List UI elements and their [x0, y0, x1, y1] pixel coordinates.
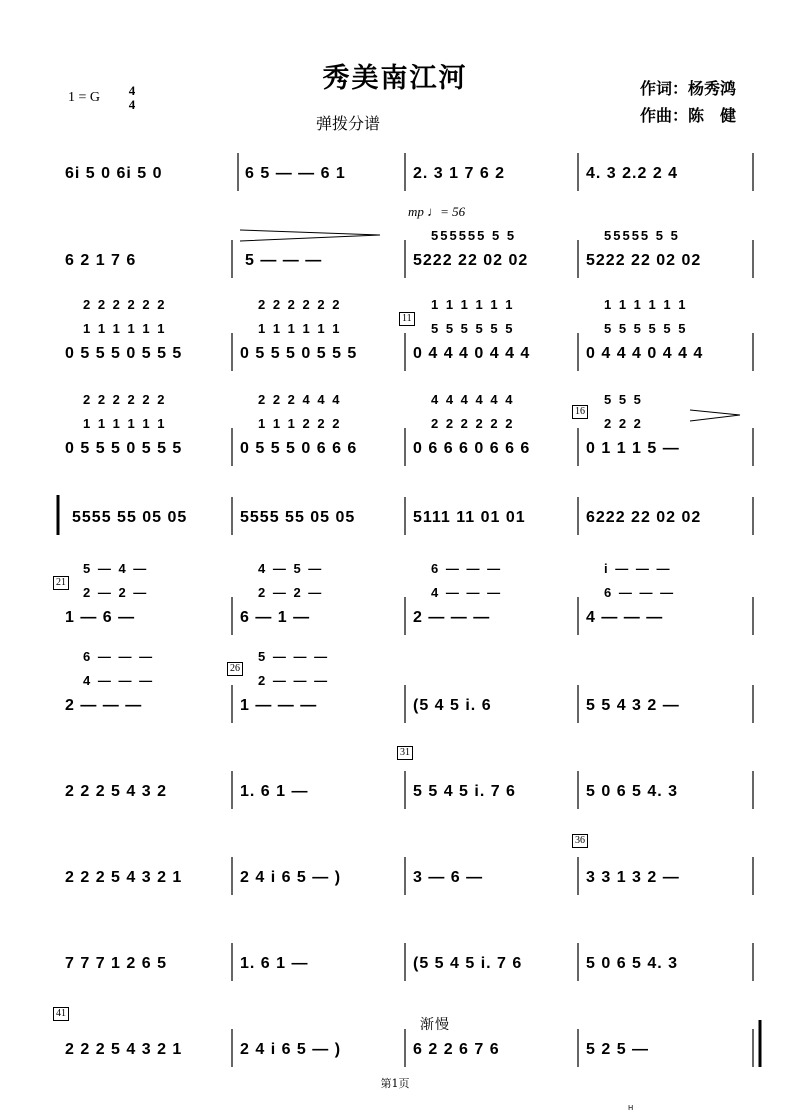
rehearsal-mark-16: 16 — [572, 405, 588, 419]
chord-tone-line: 2 — 2 — — [258, 585, 324, 600]
measure: 2 2 2 5 4 3 2 1 — [65, 1041, 183, 1058]
chord-tone-line: 4 — — — — [83, 673, 155, 688]
chord-tone-line: 555555 5 5 — [431, 228, 517, 243]
rehearsal-mark-36: 36 — [572, 834, 588, 848]
measure: 0 5 5 5 0 6 6 6 — [240, 440, 358, 457]
measure: 0 5 5 5 0 5 5 5 — [65, 345, 183, 362]
measure: 5 0 6 5 4. 3 — [586, 783, 679, 800]
measure: 5 5 4 5 i. 7 6 — [413, 783, 516, 800]
chord-tone-line: 5 — 4 — — [83, 561, 149, 576]
measure: 2 4 i 6 5 — ) — [240, 1041, 342, 1058]
measure: 5222 22 02 02 — [413, 252, 529, 269]
lyricist-credit: 作词：杨秀鸿 — [640, 79, 737, 98]
chord-tone-line: 4 — — — — [431, 585, 503, 600]
chord-tone-line: 4 4 4 4 4 4 — [431, 392, 515, 407]
chord-tone-line: 1 1 1 1 1 1 — [83, 321, 167, 336]
measure: 0 1 1 1 5 — — [586, 440, 680, 457]
measure: 5222 22 02 02 — [586, 252, 702, 269]
chord-tone-line: 2 2 2 2 2 2 — [431, 416, 515, 431]
rehearsal-mark-41: 41 — [53, 1007, 69, 1021]
measure: 6222 22 02 02 — [586, 509, 702, 526]
chord-tone-line: 4 — 5 — — [258, 561, 324, 576]
hairpin-dynamic — [240, 230, 380, 241]
measure: 3 3 1 3 2 — — [586, 869, 680, 886]
measure: 5555 55 05 05 — [240, 509, 356, 526]
chord-tone-line: 6 — — — — [83, 649, 155, 664]
measure: 2 2 2 5 4 3 2 1 — [65, 869, 183, 886]
measure: 4 — — — — [586, 609, 664, 626]
measure: 5 2 5 — — [586, 1041, 650, 1058]
chord-tone-line: 1 1 1 1 1 1 — [604, 297, 688, 312]
key-signature: 1 = G — [68, 90, 101, 105]
chord-tone-line: 2 — 2 — — [83, 585, 149, 600]
measure: 2 2 2 5 4 3 2 — [65, 783, 167, 800]
measure: 5111 11 01 01 — [413, 509, 526, 526]
measure: 6 2 2 6 7 6 — [413, 1041, 500, 1058]
corner-mark: H — [628, 1104, 634, 1112]
measure: 4. 3 2.2 2 4 — [586, 165, 679, 182]
hairpin-dynamic — [690, 410, 740, 421]
chord-tone-line: 1 1 1 1 1 1 — [258, 321, 342, 336]
score-title: 秀美南江河 — [322, 63, 468, 94]
tempo-change-marking: 渐慢 — [420, 1017, 450, 1033]
measure: 5 5 4 3 2 — — [586, 697, 680, 714]
chord-tone-line: 2 — — — — [258, 673, 330, 688]
measure: 5 0 6 5 4. 3 — [586, 955, 679, 972]
measure: 6 — 1 — — [240, 609, 311, 626]
measure: 1. 6 1 — — [240, 783, 309, 800]
measure: 6i 5 0 6i 5 0 — [65, 165, 163, 182]
measure: 5 — — — — [245, 252, 323, 269]
measure: (5 5 4 5 i. 7 6 — [413, 955, 523, 972]
time-signature-bottom: 4 — [128, 97, 136, 112]
measure: 0 5 5 5 0 5 5 5 — [240, 345, 358, 362]
measure: 0 5 5 5 0 5 5 5 — [65, 440, 183, 457]
chord-tone-line: 5 5 5 5 5 5 — [431, 321, 515, 336]
chord-tone-line: 6 — — — — [431, 561, 503, 576]
chord-tone-line: 1 1 1 1 1 1 — [431, 297, 515, 312]
measure: 0 4 4 4 0 4 4 4 — [413, 345, 531, 362]
measure: 1 — — — — [240, 697, 318, 714]
rehearsal-mark-31: 31 — [397, 746, 413, 760]
chord-tone-line: 1 1 1 2 2 2 — [258, 416, 342, 431]
chord-tone-line: 2 2 2 2 2 2 — [83, 392, 167, 407]
score-subtitle: 弹拨分谱 — [316, 114, 381, 133]
chord-tone-line: 1 1 1 1 1 1 — [83, 416, 167, 431]
chord-tone-line: 5 5 5 — [604, 392, 643, 407]
rehearsal-mark-26: 26 — [227, 662, 243, 676]
tempo-marking: mp ♩= 56 — [408, 204, 466, 219]
measure: 0 6 6 6 0 6 6 6 — [413, 440, 531, 457]
measure: 3 — 6 — — [413, 869, 484, 886]
page-footer: 第1页 — [380, 1077, 410, 1090]
measure: 5555 55 05 05 — [72, 509, 188, 526]
chord-tone-line: 55555 5 5 — [604, 228, 680, 243]
chord-tone-line: 2 2 2 2 2 2 — [258, 297, 342, 312]
measure: 2 4 i 6 5 — ) — [240, 869, 342, 886]
measure: 6 5 — — 6 1 — [245, 165, 346, 182]
chord-tone-line: 6 — — — — [604, 585, 676, 600]
measure: 7 7 7 1 2 6 5 — [65, 955, 167, 972]
measure: 2 — — — — [65, 697, 143, 714]
chord-tone-line: i — — — — [604, 561, 672, 576]
composer-credit: 作曲：陈 健 — [640, 106, 737, 125]
chord-tone-line: 5 5 5 5 5 5 — [604, 321, 688, 336]
measure: 0 4 4 4 0 4 4 4 — [586, 345, 704, 362]
measure: 2. 3 1 7 6 2 — [413, 165, 506, 182]
measure: 2 — — — — [413, 609, 491, 626]
rehearsal-mark-11: 11 — [399, 312, 415, 326]
chord-tone-line: 2 2 2 4 4 4 — [258, 392, 342, 407]
rehearsal-mark-21: 21 — [53, 576, 69, 590]
measure: 6 2 1 7 6 — [65, 252, 137, 269]
chord-tone-line: 5 — — — — [258, 649, 330, 664]
measure: 1. 6 1 — — [240, 955, 309, 972]
chord-tone-line: 2 2 2 2 2 2 — [83, 297, 167, 312]
measure: 1 — 6 — — [65, 609, 136, 626]
chord-tone-line: 2 2 2 — [604, 416, 643, 431]
measure: (5 4 5 i. 6 — [413, 697, 492, 714]
time-signature-top: 4 — [128, 83, 136, 98]
